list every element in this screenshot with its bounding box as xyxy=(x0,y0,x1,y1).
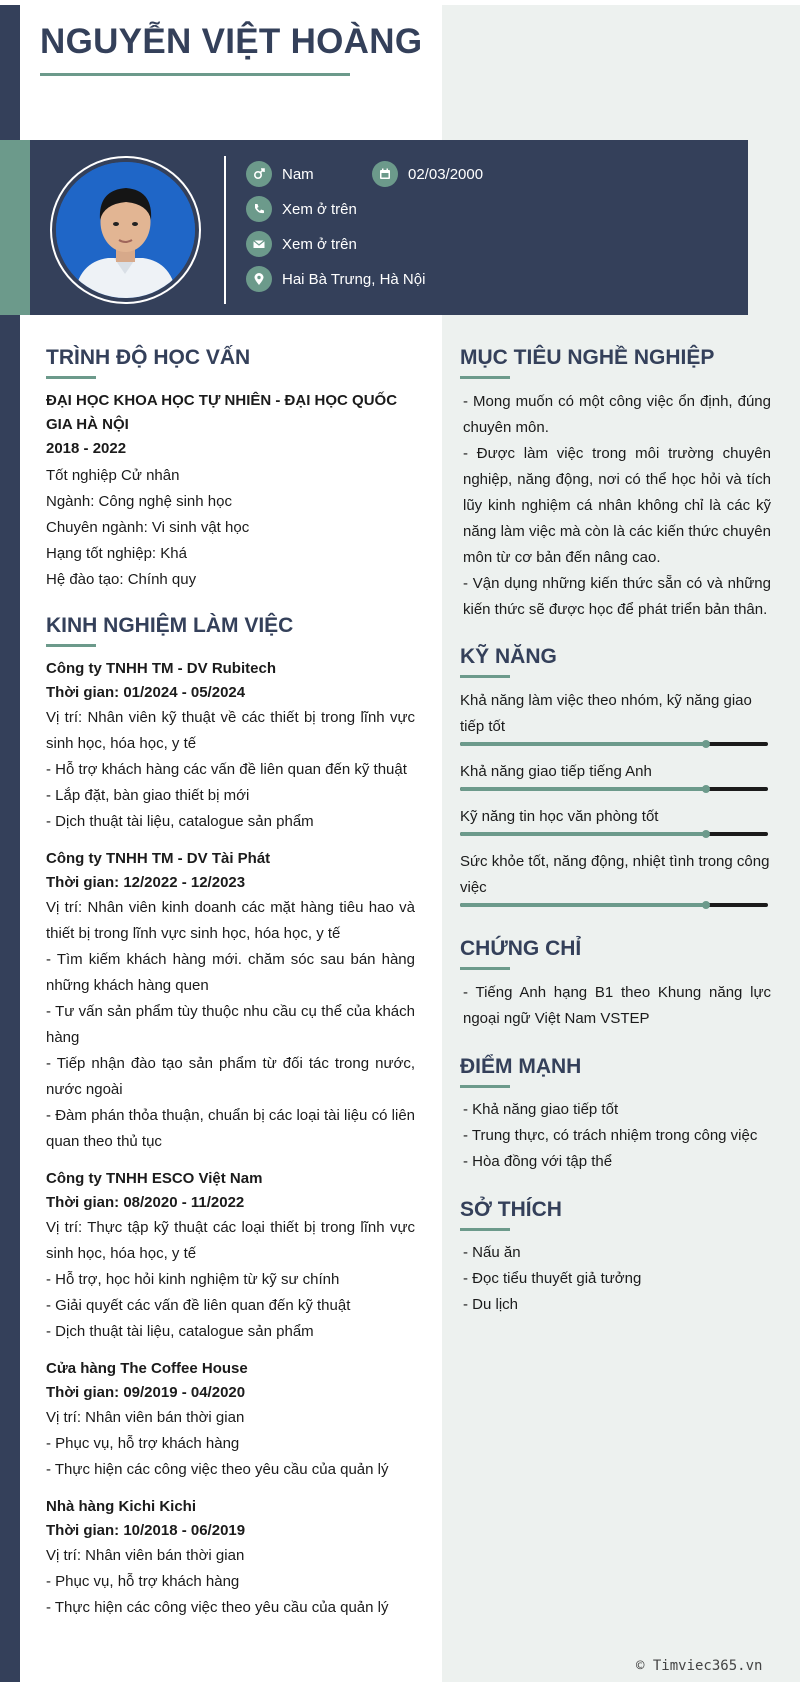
gender-value: Nam xyxy=(282,165,314,183)
job-time: Thời gian: 12/2022 - 12/2023 xyxy=(46,874,246,891)
skill-label: Khả năng giao tiếp tiếng Anh xyxy=(460,763,652,780)
job-line: - Tìm kiếm khách hàng mới. chăm sóc sau bán hàng những khách hàng quen xyxy=(46,951,415,994)
experience-title: KINH NGHIỆM LÀM VIỆC xyxy=(46,614,294,637)
address-row xyxy=(246,266,425,292)
job-entry xyxy=(46,847,415,1155)
hobbies-underline xyxy=(460,1228,510,1231)
job-line: - Dịch thuật tài liệu, catalogue sản phẩm xyxy=(46,813,314,830)
skill-label: Khả năng làm việc theo nhóm, kỹ năng giao tiếp tốt xyxy=(460,692,752,735)
job-line: Vị trí: Nhân viên bán thời gian xyxy=(46,1547,245,1564)
calendar-icon xyxy=(372,161,398,187)
job-company: Công ty TNHH TM - DV Rubitech xyxy=(46,660,276,677)
birthday-value: 02/03/2000 xyxy=(408,165,484,183)
job-line: - Tiếp nhận đào tạo sản phẩm từ đối tác trong nước, nước ngoài xyxy=(46,1055,415,1098)
skill-bar xyxy=(460,903,768,907)
skills-underline xyxy=(460,675,510,678)
job-line: - Thực hiện các công việc theo yêu cầu của quản lý xyxy=(46,1461,389,1478)
job-entry xyxy=(46,1495,415,1621)
objective-section xyxy=(463,389,771,623)
education-line: Hệ đào tạo: Chính quy xyxy=(46,571,197,588)
education-underline xyxy=(46,376,96,379)
profile-photo xyxy=(56,162,195,298)
strengths-section xyxy=(463,1097,771,1175)
education-line: Hạng tốt nghiệp: Khá xyxy=(46,545,187,562)
job-line: - Tư vấn sản phẩm tùy thuộc nhu cầu cụ thể của khách hàng xyxy=(46,1003,415,1046)
job-line: Vị trí: Nhân viên bán thời gian xyxy=(46,1409,245,1426)
skill-bar-fill xyxy=(460,742,706,746)
skill-bar xyxy=(460,787,768,791)
education-line: Tốt nghiệp Cử nhân xyxy=(46,467,180,484)
job-line: - Đàm phán thỏa thuận, chuẩn bị các loại tài liệu có liên quan theo thủ tục xyxy=(46,1107,415,1150)
hobbies-section xyxy=(463,1240,771,1318)
job-time: Thời gian: 08/2020 - 11/2022 xyxy=(46,1194,245,1211)
name-underline xyxy=(40,73,350,76)
job-time: Thời gian: 10/2018 - 06/2019 xyxy=(46,1522,246,1539)
job-entry xyxy=(46,657,415,835)
experience-underline xyxy=(46,644,96,647)
objective-line: - Vận dụng những kiến thức sẵn có và những kiến thức sẽ được học để phát triển bản thân. xyxy=(463,575,771,618)
email-icon xyxy=(246,231,272,257)
skill-bar xyxy=(460,832,768,836)
education-line: Chuyên ngành: Vi sinh vật học xyxy=(46,519,250,536)
candidate-name: NGUYỄN VIỆT HOÀNG xyxy=(40,22,423,61)
job-line: - Hỗ trợ khách hàng các vấn đề liên quan đến kỹ thuật xyxy=(46,761,407,778)
job-line: Vị trí: Nhân viên kỹ thuật về các thiết bị trong lĩnh vực sinh học, hóa học, y tế xyxy=(46,709,415,752)
gender-row xyxy=(246,161,314,187)
hobby-line: - Du lịch xyxy=(463,1296,519,1313)
header-divider xyxy=(224,156,226,304)
education-title: TRÌNH ĐỘ HỌC VẤN xyxy=(46,346,251,369)
job-line: - Lắp đặt, bàn giao thiết bị mới xyxy=(46,787,250,804)
hobby-line: - Nấu ăn xyxy=(463,1244,521,1261)
job-line: - Thực hiện các công việc theo yêu cầu của quản lý xyxy=(46,1599,389,1616)
job-company: Công ty TNHH ESCO Việt Nam xyxy=(46,1170,263,1187)
skill-bar xyxy=(460,742,768,746)
objective-line: - Mong muốn có một công việc ổn định, đúng chuyên môn. xyxy=(463,393,771,436)
watermark: © Timviec365.vn xyxy=(636,1658,763,1674)
job-entry xyxy=(46,1357,415,1483)
objective-title: MỤC TIÊU NGHỀ NGHIỆP xyxy=(460,346,715,369)
job-line: - Giải quyết các vấn đề liên quan đến kỹ thuật xyxy=(46,1297,351,1314)
phone-row xyxy=(246,196,357,222)
skills-title: KỸ NĂNG xyxy=(460,645,557,668)
email-value: Xem ở trên xyxy=(282,235,357,253)
header-accent xyxy=(0,140,30,315)
skill-bar-fill xyxy=(460,787,706,791)
strength-line: - Hòa đồng với tập thể xyxy=(463,1153,613,1170)
certificates-section xyxy=(463,980,771,1032)
education-years: 2018 - 2022 xyxy=(46,440,127,457)
hobbies-title: SỞ THÍCH xyxy=(460,1198,562,1221)
job-company: Nhà hàng Kichi Kichi xyxy=(46,1498,197,1515)
education-school: ĐẠI HỌC KHOA HỌC TỰ NHIÊN - ĐẠI HỌC QUỐC GIA HÀ NỘI xyxy=(46,392,398,433)
job-entry xyxy=(46,1167,415,1345)
skill-bar-fill xyxy=(460,903,706,907)
job-company: Công ty TNHH TM - DV Tài Phát xyxy=(46,850,271,867)
strengths-title: ĐIỂM MẠNH xyxy=(460,1055,582,1078)
certificate-line: - Tiếng Anh hạng B1 theo Khung năng lực ngoại ngữ Việt Nam VSTEP xyxy=(463,984,771,1027)
strengths-underline xyxy=(460,1085,510,1088)
location-pin-icon xyxy=(246,266,272,292)
phone-value: Xem ở trên xyxy=(282,200,357,218)
profile-photo-image xyxy=(56,162,195,298)
phone-icon xyxy=(246,196,272,222)
hobby-line: - Đọc tiểu thuyết giả tưởng xyxy=(463,1270,642,1287)
job-line: - Hỗ trợ, học hỏi kinh nghiệm từ kỹ sư chính xyxy=(46,1271,340,1288)
email-row xyxy=(246,231,357,257)
experience-section xyxy=(46,657,415,1621)
strength-line: - Trung thực, có trách nhiệm trong công việc xyxy=(463,1127,758,1144)
strength-line: - Khả năng giao tiếp tốt xyxy=(463,1101,619,1118)
birthday-row xyxy=(372,161,483,187)
objective-underline xyxy=(460,376,510,379)
job-company: Cửa hàng The Coffee House xyxy=(46,1360,248,1377)
address-value: Hai Bà Trưng, Hà Nội xyxy=(282,270,426,288)
job-time: Thời gian: 09/2019 - 04/2020 xyxy=(46,1384,246,1401)
objective-line: - Được làm việc trong môi trường chuyên nghiệp, năng động, nơi có thể học hỏi và tích lũy kinh nghiệm cá nhân không chỉ là các kỹ năng làm việc mà còn là các kiến thức chuyên môn từ cơ bản đến nâng cao. xyxy=(463,445,771,566)
gender-icon xyxy=(246,161,272,187)
certificates-underline xyxy=(460,967,510,970)
skill-label: Sức khỏe tốt, năng động, nhiệt tình trong công việc xyxy=(460,853,770,896)
skill-label: Kỹ năng tin học văn phòng tốt xyxy=(460,808,659,825)
job-line: Vị trí: Nhân viên kinh doanh các mặt hàng tiêu hao và thiết bị trong lĩnh vực sinh học, hóa học, y tế xyxy=(46,899,415,942)
job-line: Vị trí: Thực tập kỹ thuật các loại thiết bị trong lĩnh vực sinh học, hóa học, y tế xyxy=(46,1219,415,1262)
job-line: - Dịch thuật tài liệu, catalogue sản phẩm xyxy=(46,1323,314,1340)
certificates-title: CHỨNG CHỈ xyxy=(460,937,582,960)
education-section xyxy=(46,389,415,593)
job-line: - Phục vụ, hỗ trợ khách hàng xyxy=(46,1573,240,1590)
job-line: - Phục vụ, hỗ trợ khách hàng xyxy=(46,1435,240,1452)
skill-bar-fill xyxy=(460,832,706,836)
education-line: Ngành: Công nghệ sinh học xyxy=(46,493,232,510)
job-time: Thời gian: 01/2024 - 05/2024 xyxy=(46,684,246,701)
